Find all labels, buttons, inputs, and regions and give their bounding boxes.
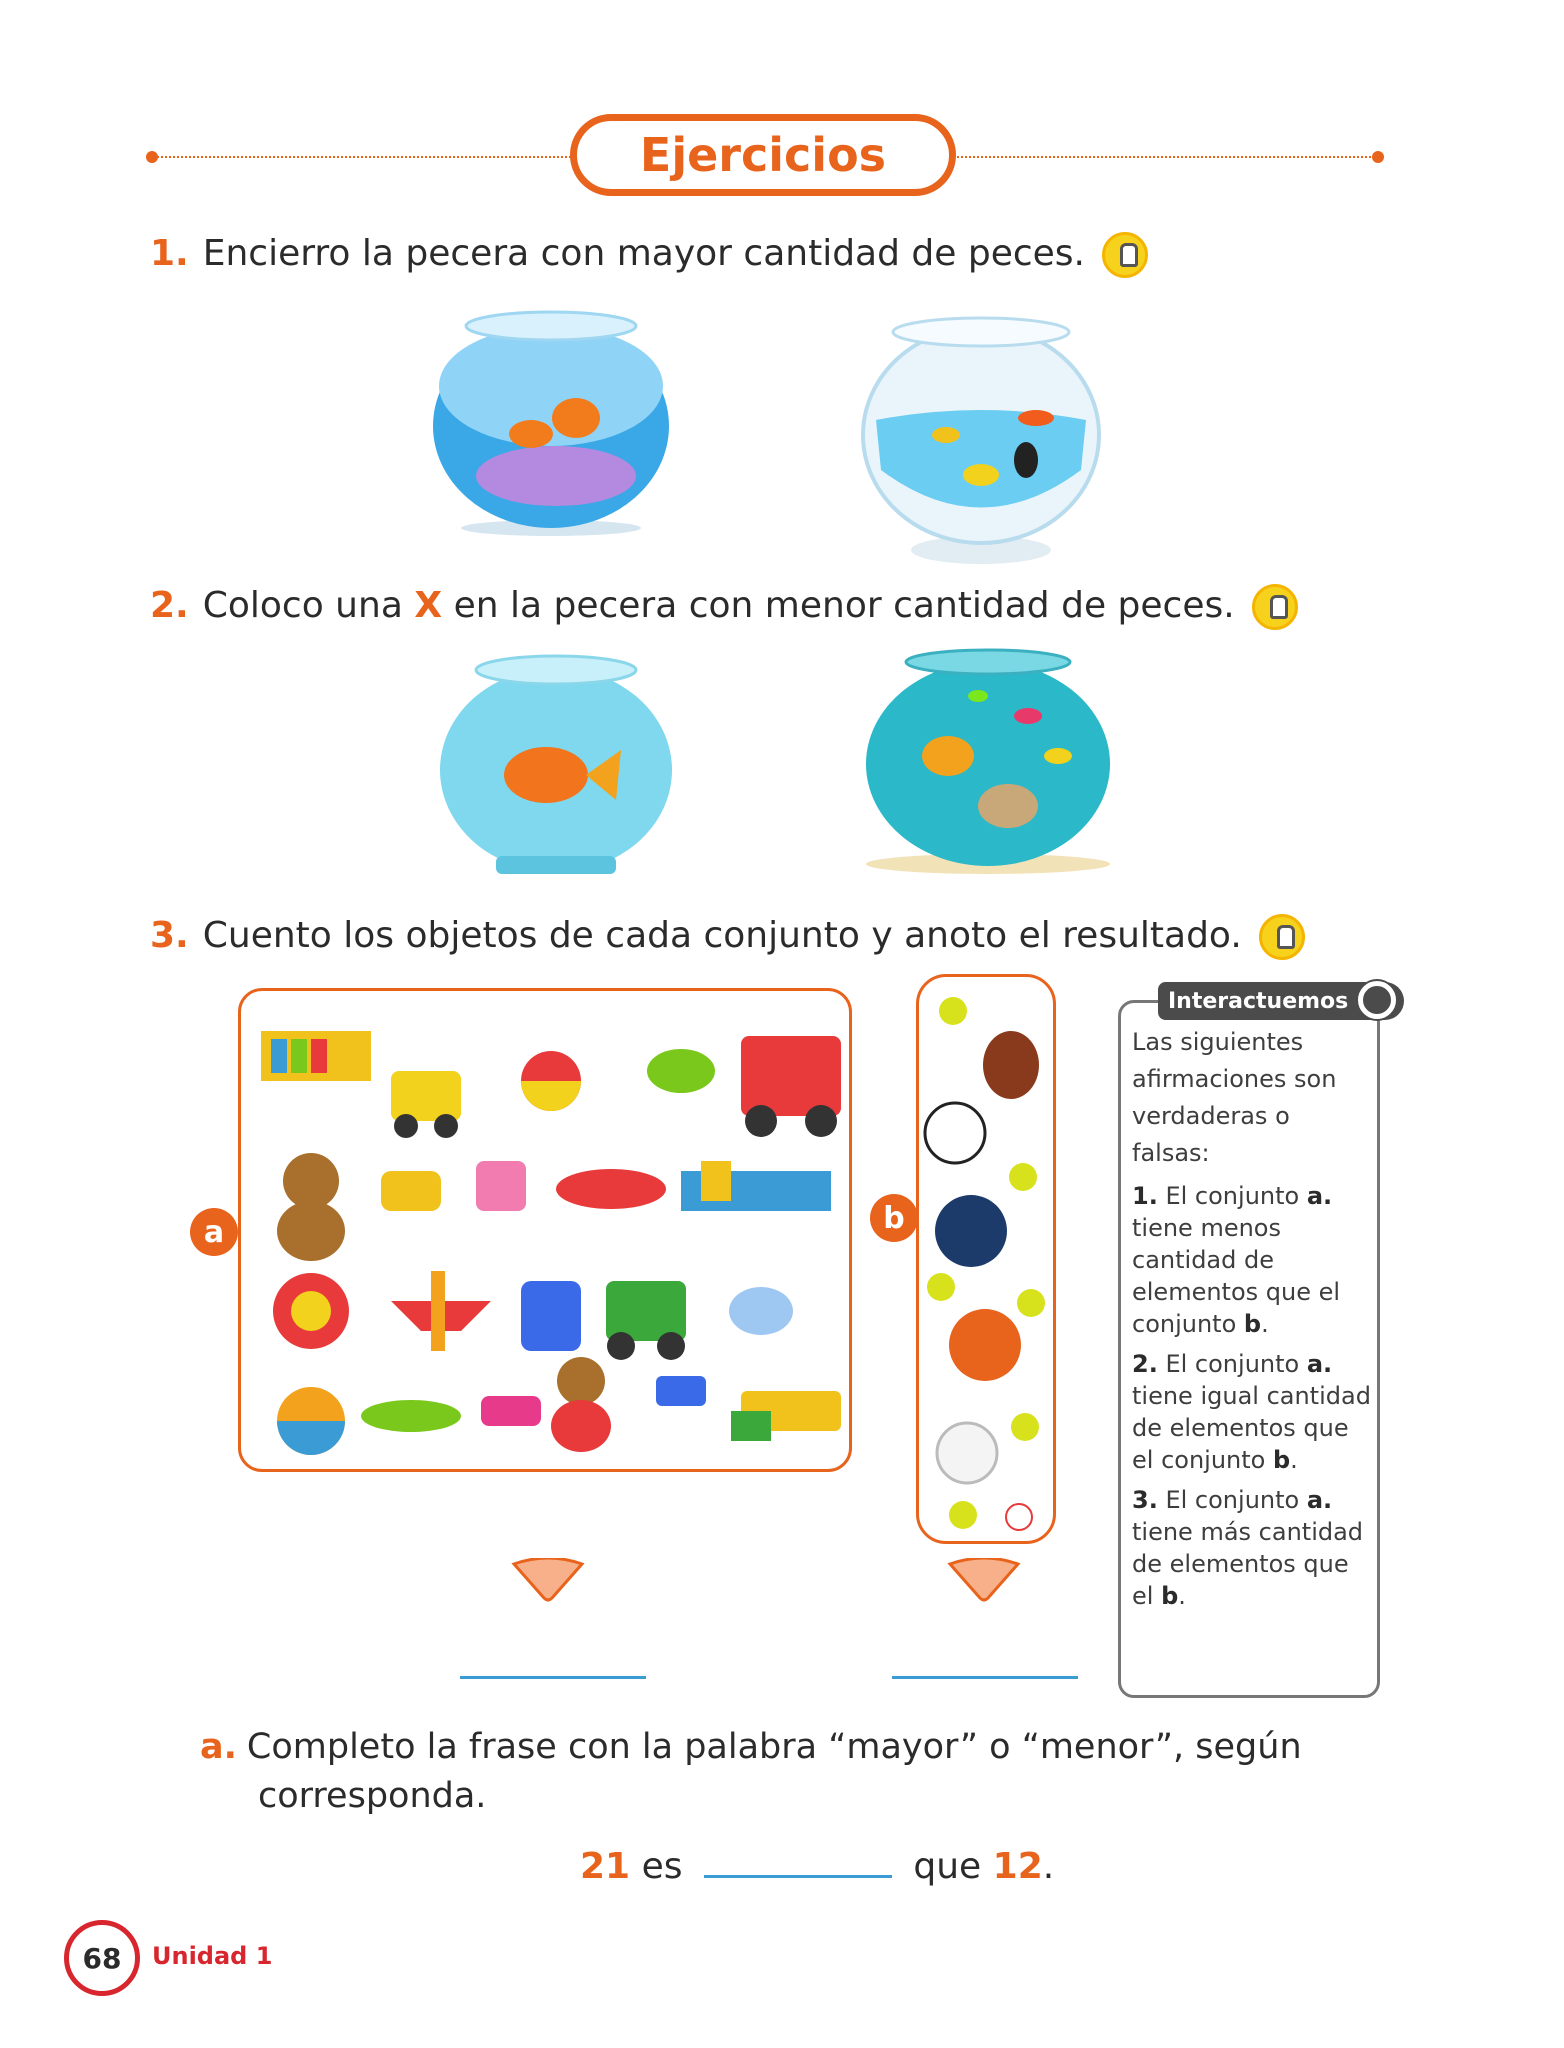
- arrow-down-icon: [510, 1558, 586, 1602]
- x-mark: X: [414, 585, 443, 626]
- interactuemos-tab: Interactuemos: [1158, 982, 1404, 1020]
- fishbowl-1b[interactable]: [856, 300, 1106, 570]
- statement-set: b: [1243, 1310, 1262, 1338]
- statement-end: .: [1290, 1446, 1298, 1474]
- statement-end: .: [1178, 1582, 1186, 1610]
- statement-set: a.: [1306, 1350, 1333, 1378]
- comparison-blank[interactable]: [704, 1846, 892, 1878]
- question-number: 1.: [150, 233, 189, 274]
- statement-end: .: [1261, 1310, 1269, 1338]
- fishbowl-2a[interactable]: [436, 650, 676, 878]
- question-2: [150, 584, 1298, 630]
- set-b-box: [916, 974, 1056, 1544]
- page-number: 68: [64, 1920, 140, 1996]
- question-text: Encierro la pecera con mayor cantidad de peces.: [202, 233, 1085, 274]
- statement-text: El conjunto: [1165, 1182, 1300, 1210]
- statement-1[interactable]: [1132, 1180, 1372, 1340]
- answer-line-set-b[interactable]: [892, 1676, 1078, 1679]
- set-a-box: [238, 988, 852, 1472]
- subquestion-line-2: corresponda.: [258, 1776, 487, 1816]
- statement-number: 2.: [1132, 1350, 1158, 1378]
- unit-label: Unidad 1: [152, 1942, 273, 1970]
- set-b-label: b: [870, 1194, 918, 1242]
- interactuemos-list: [1132, 1180, 1372, 1620]
- question-text-after: en la pecera con menor cantidad de peces.: [453, 585, 1235, 626]
- statement-3[interactable]: [1132, 1484, 1372, 1612]
- number-left: 21: [580, 1846, 631, 1887]
- statement-text: tiene más cantidad de elementos que el: [1132, 1518, 1364, 1610]
- statement-number: 3.: [1132, 1486, 1158, 1514]
- lightbulb-icon: [1252, 584, 1298, 630]
- statement-set: b: [1272, 1446, 1291, 1474]
- question-number: 2.: [150, 585, 189, 626]
- comparison-word-1: es: [641, 1846, 683, 1887]
- question-1: [150, 232, 1148, 278]
- tab-dot-icon: [1358, 981, 1396, 1019]
- statement-2[interactable]: [1132, 1348, 1372, 1476]
- fishbowl-2b[interactable]: [858, 646, 1118, 878]
- balls-illustration: [919, 977, 1053, 1541]
- subquestion-label: a.: [200, 1727, 237, 1767]
- lightbulb-icon: [1259, 914, 1305, 960]
- statement-text: El conjunto: [1165, 1350, 1300, 1378]
- statement-number: 1.: [1132, 1182, 1158, 1210]
- comparison-sentence: [580, 1846, 1054, 1887]
- rule-dot-left: [146, 151, 158, 163]
- statement-text: El conjunto: [1165, 1486, 1300, 1514]
- statement-set: a.: [1306, 1182, 1333, 1210]
- number-right: 12: [992, 1846, 1043, 1887]
- statement-set: a.: [1306, 1486, 1333, 1514]
- statement-set: b: [1161, 1582, 1179, 1610]
- question-text: Cuento los objetos de cada conjunto y anoto el resultado.: [202, 915, 1242, 956]
- arrow-down-icon: [946, 1558, 1022, 1602]
- statement-text: tiene menos cantidad de elementos que el conjunto: [1132, 1214, 1341, 1338]
- answer-line-set-a[interactable]: [460, 1676, 646, 1679]
- comparison-end: .: [1042, 1846, 1055, 1887]
- lightbulb-icon: [1102, 232, 1148, 278]
- rule-dot-right: [1372, 151, 1384, 163]
- fishbowl-1a[interactable]: [426, 306, 676, 536]
- question-text-before: Coloco una: [202, 585, 403, 626]
- question-3: [150, 914, 1305, 960]
- comparison-word-2: que: [913, 1846, 982, 1887]
- subquestion-a: [200, 1718, 1380, 1776]
- interactuemos-intro: Las siguientes afirmaciones son verdaderas o falsas:: [1132, 1028, 1337, 1167]
- subquestion-line-1: Completo la frase con la palabra “mayor” o “menor”, según: [246, 1727, 1302, 1767]
- set-a-label: a: [190, 1208, 238, 1256]
- question-number: 3.: [150, 915, 189, 956]
- statement-text: tiene igual cantidad de elementos que el conjunto: [1132, 1382, 1371, 1474]
- page-title: Ejercicios: [570, 114, 956, 196]
- toys-illustration: [241, 991, 849, 1469]
